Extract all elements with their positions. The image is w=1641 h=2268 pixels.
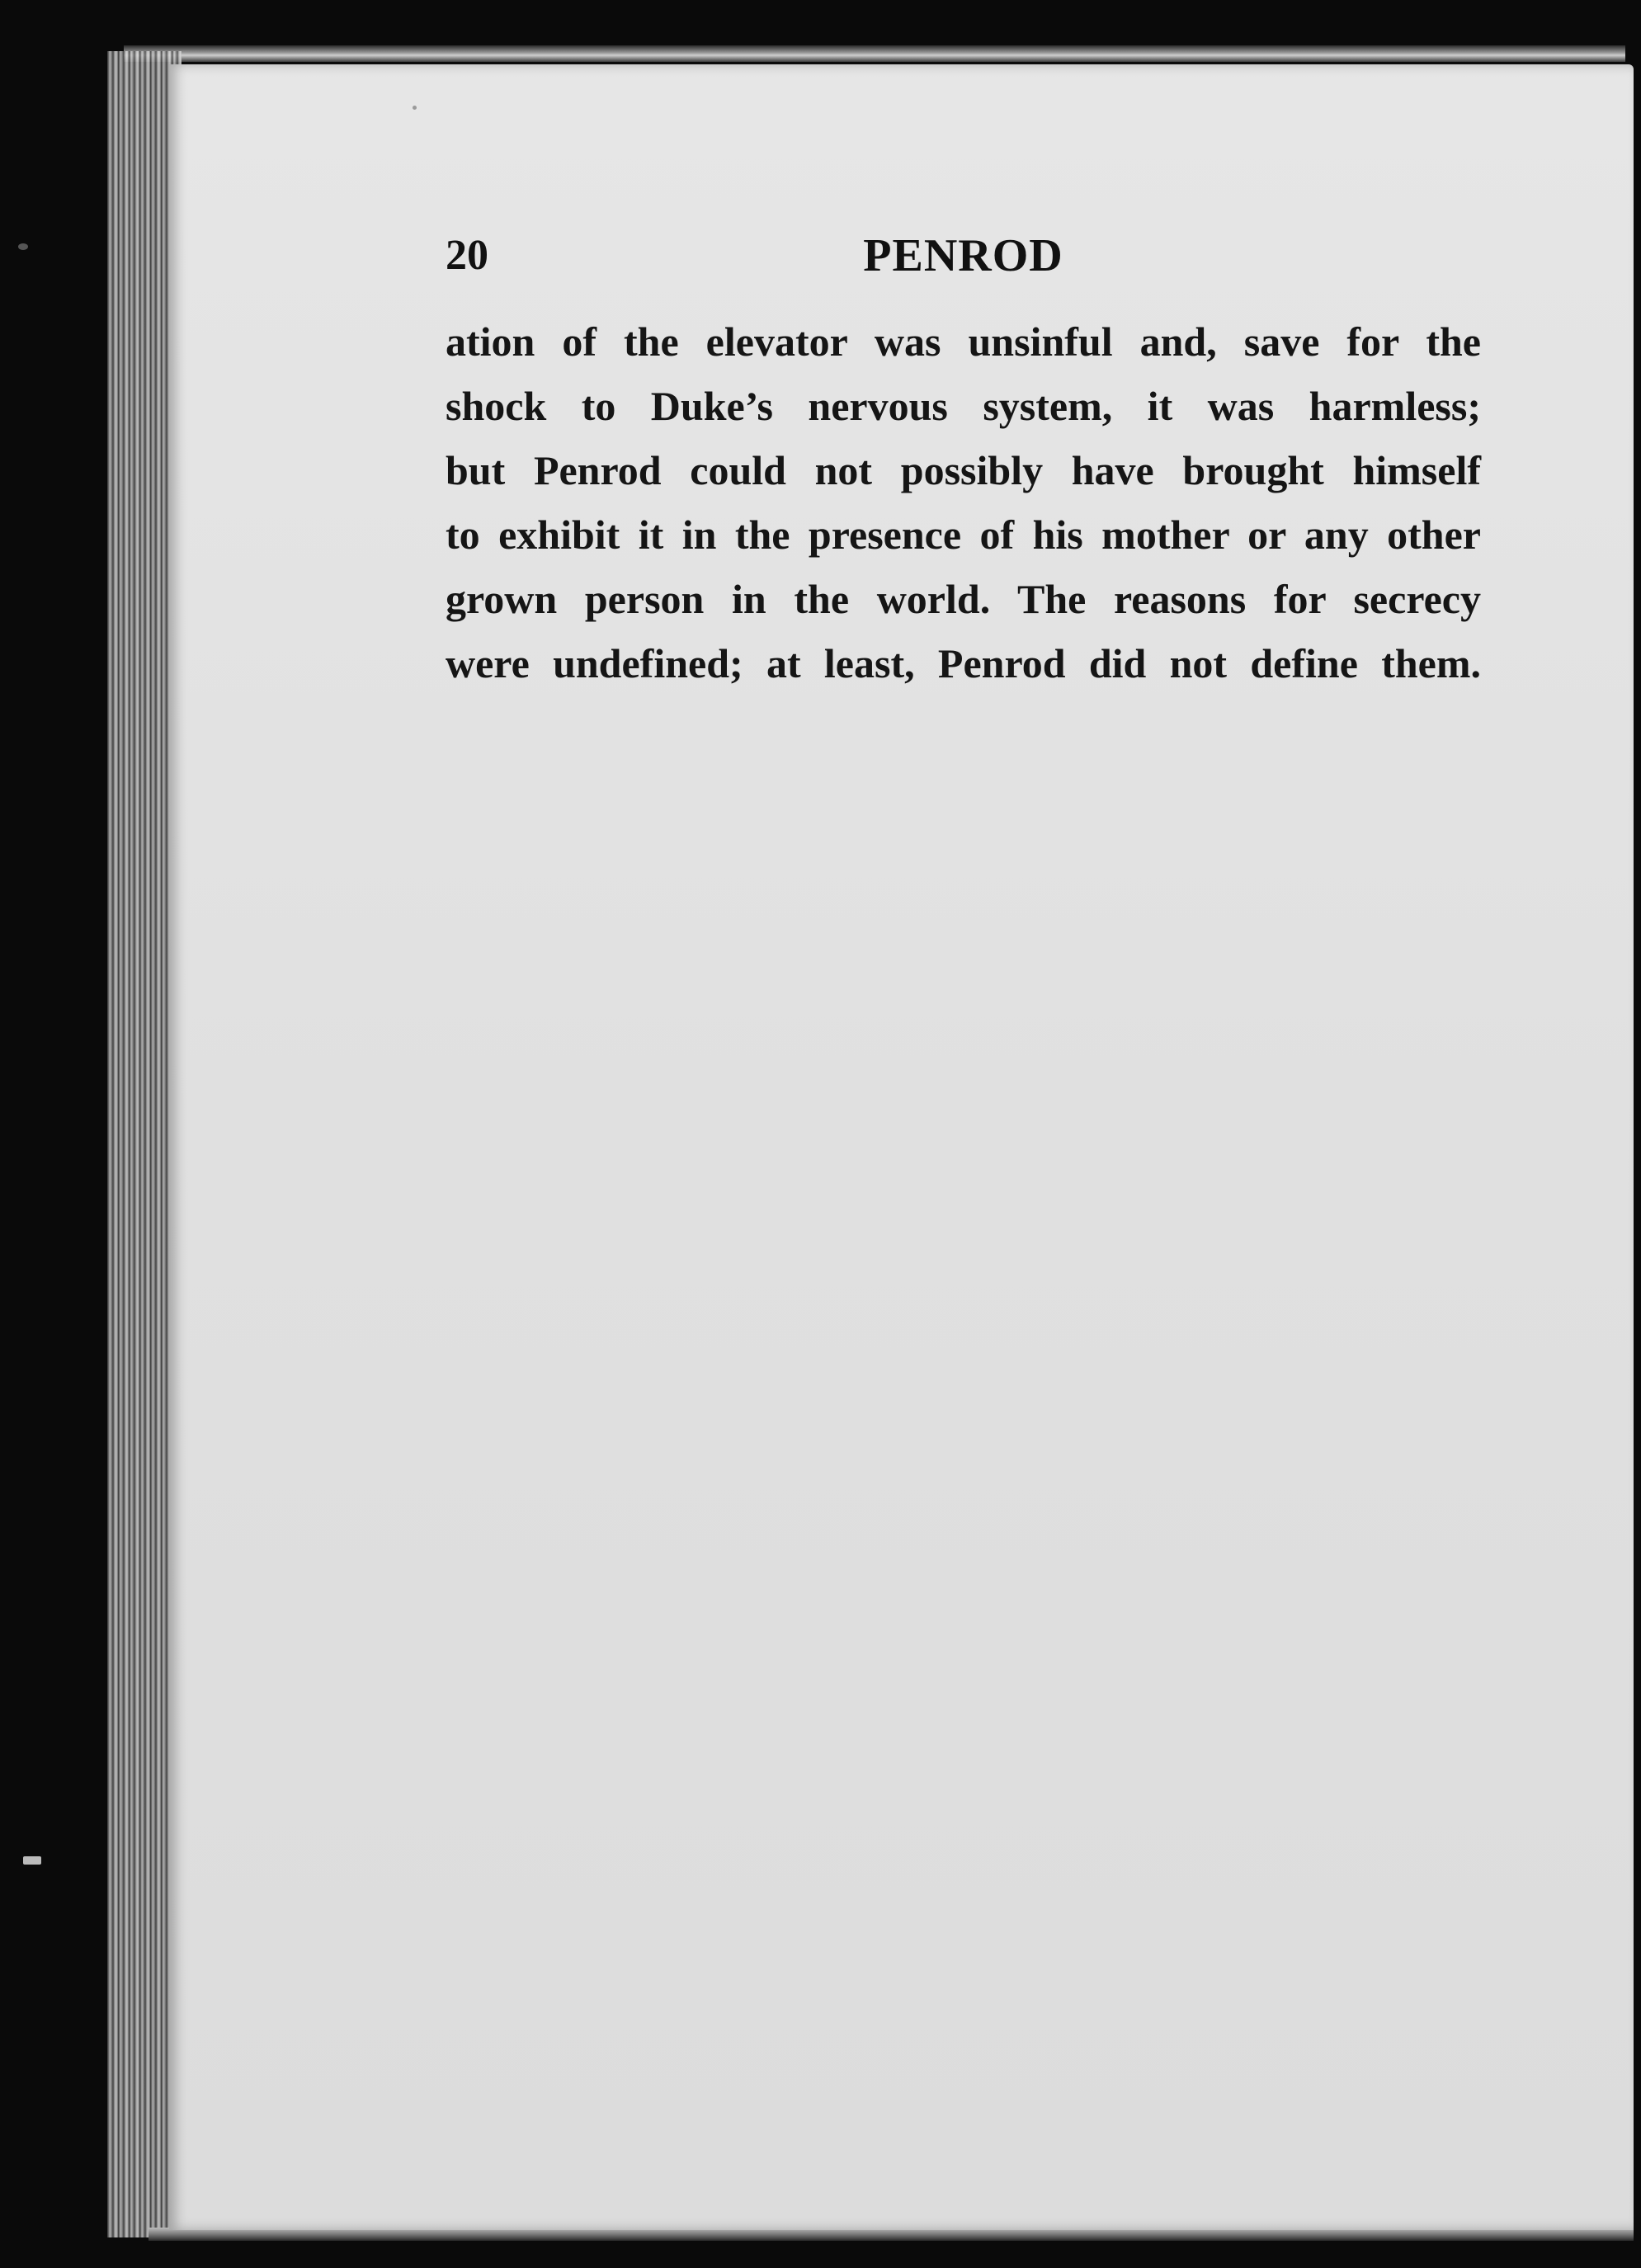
text-line: shock to Duke’s nervous system, it was harmless; [446, 383, 1481, 429]
book-title: PENROD [863, 230, 1063, 281]
scan-speck [413, 106, 417, 110]
scan-speck [23, 1856, 41, 1865]
text-line: ation of the elevator was unsinful and, save for the [446, 318, 1481, 365]
running-head [446, 227, 1481, 285]
body-paragraph [446, 309, 1481, 695]
scan-speck [18, 243, 28, 250]
text-line: but Penrod could not possibly have brought himself [446, 447, 1481, 493]
page-edges-top [124, 45, 1625, 62]
page-number: 20 [446, 232, 488, 279]
text-line: to exhibit it in the presence of his mother or any other [446, 512, 1481, 558]
text-line: were undefined; at least, Penrod did not define them. [446, 640, 1481, 686]
text-line: grown person in the world. The reasons for secrecy [446, 576, 1481, 622]
